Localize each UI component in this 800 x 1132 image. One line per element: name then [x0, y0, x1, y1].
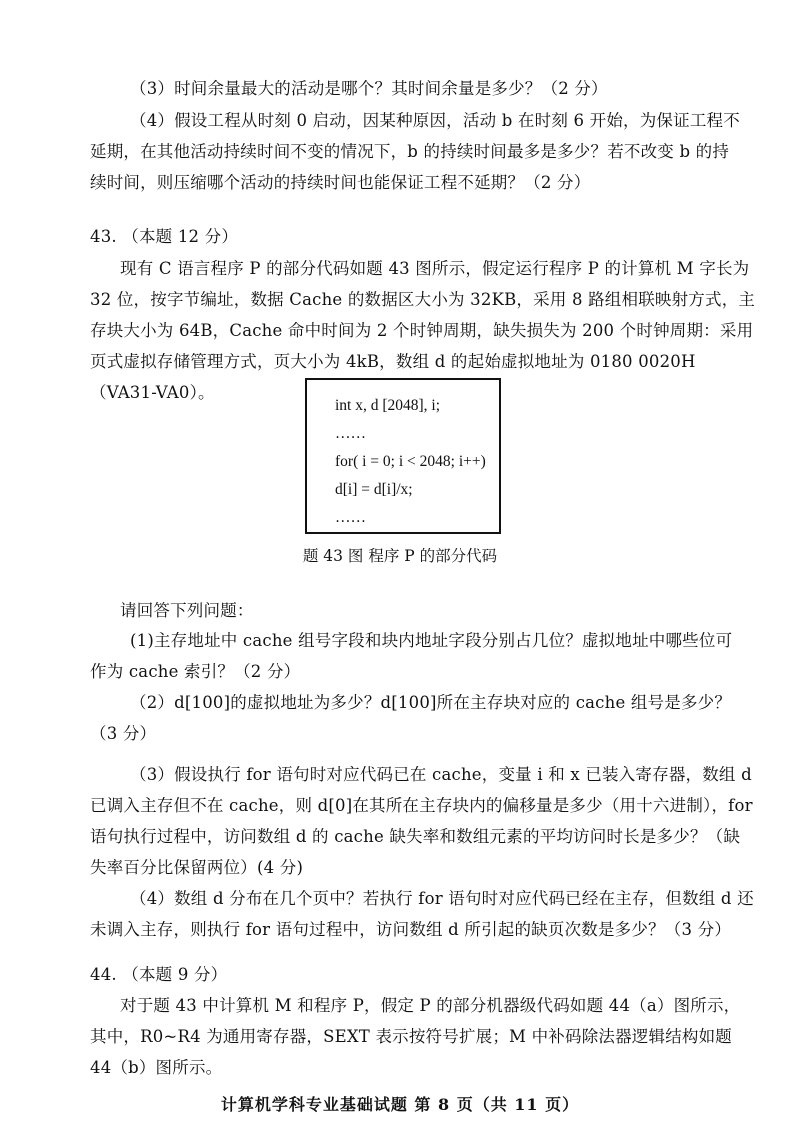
question-43-sub3-line2: 已调入主存但不在 cache，则 d[0]在其所在主存块内的偏移量是多少（用十六进制），for [90, 796, 753, 815]
question-43-sub1-line1: (1)主存地址中 cache 组号字段和块内地址字段分别占几位？虚拟地址中哪些位可 [130, 631, 733, 650]
figure-caption: 题 43 图 程序 P 的部分代码 [302, 547, 498, 565]
question-42-part4-line2: 延期，在其他活动持续时间不变的情况下，b 的持续时间最多是多少？若不改变 b 的持 [90, 142, 730, 161]
question-43-sub3-line1: （3）假设执行 for 语句时对应代码已在 cache，变量 i 和 x 已装入寄存器，数组 d [130, 765, 752, 784]
question-43-prompt: 请回答下列问题： [120, 601, 254, 620]
question-44-line2: 其中，R0~R4 为通用寄存器，SEXT 表示按符号扩展；M 中补码除法器逻辑结构如题 [90, 1027, 732, 1046]
code-line-3: for( i = 0; i < 2048; i++) [335, 453, 486, 470]
page-footer: 计算机学科专业基础试题 第 8 页（共 11 页） [220, 1095, 580, 1114]
question-43-intro-line2: 32 位，按字节编址，数据 Cache 的数据区大小为 32KB，采用 8 路组相联映射方式，主 [90, 290, 756, 309]
question-43-intro-line1: 现有 C 语言程序 P 的部分代码如题 43 图所示，假定运行程序 P 的计算机 M 字长为 [120, 259, 750, 278]
code-figure-box [305, 378, 501, 534]
code-line-5: …… [335, 509, 366, 526]
question-43-intro-line4: 页式虚拟存储管理方式，页大小为 4kB，数组 d 的起始虚拟地址为 0180 0020H [90, 352, 696, 371]
question-43-intro-line5: （VA31-VA0）。 [90, 383, 215, 402]
question-43-heading: 43. （本题 12 分） [90, 227, 239, 246]
question-44-heading: 44. （本题 9 分） [90, 965, 228, 984]
question-43-sub2-line2: （3 分） [90, 724, 157, 743]
code-line-1: int x, d [2048], i; [335, 397, 441, 414]
question-43-sub2-line1: （2）d[100]的虚拟地址为多少？d[100]所在主存块对应的 cache 组号是多少？ [130, 693, 732, 712]
code-line-4: d[i] = d[i]/x; [335, 481, 413, 498]
question-43-sub3-line4: 失率百分比保留两位）(4 分) [90, 858, 304, 877]
question-42-part4-line1: （4）假设工程从时刻 0 启动，因某种原因，活动 b 在时刻 6 开始，为保证工程不 [130, 111, 740, 130]
code-line-2: …… [335, 425, 366, 442]
question-42-part3: （3）时间余量最大的活动是哪个？其时间余量是多少？（2 分） [130, 79, 608, 98]
question-44-line3: 44（b）图所示。 [90, 1058, 223, 1077]
question-43-intro-line3: 存块大小为 64B，Cache 命中时间为 2 个时钟周期，缺失损失为 200 个时钟周期：采用 [90, 321, 754, 340]
question-43-sub1-line2: 作为 cache 索引？（2 分） [90, 662, 301, 681]
question-43-sub4-line2: 未调入主存，则执行 for 语句过程中，访问数组 d 所引起的缺页次数是多少？（3 分） [90, 920, 732, 939]
question-43-sub3-line3: 语句执行过程中，访问数组 d 的 cache 缺失率和数组元素的平均访问时长是多少？（缺 [90, 827, 741, 846]
question-42-part4-line3: 续时间，则压缩哪个活动的持续时间也能保证工程不延期？（2 分） [90, 173, 591, 192]
question-43-sub4-line1: （4）数组 d 分布在几个页中？若执行 for 语句时对应代码已经在主存，但数组 d 还 [130, 889, 754, 908]
question-44-line1: 对于题 43 中计算机 M 和程序 P，假定 P 的部分机器级代码如题 44（a）图所示， [120, 996, 741, 1015]
